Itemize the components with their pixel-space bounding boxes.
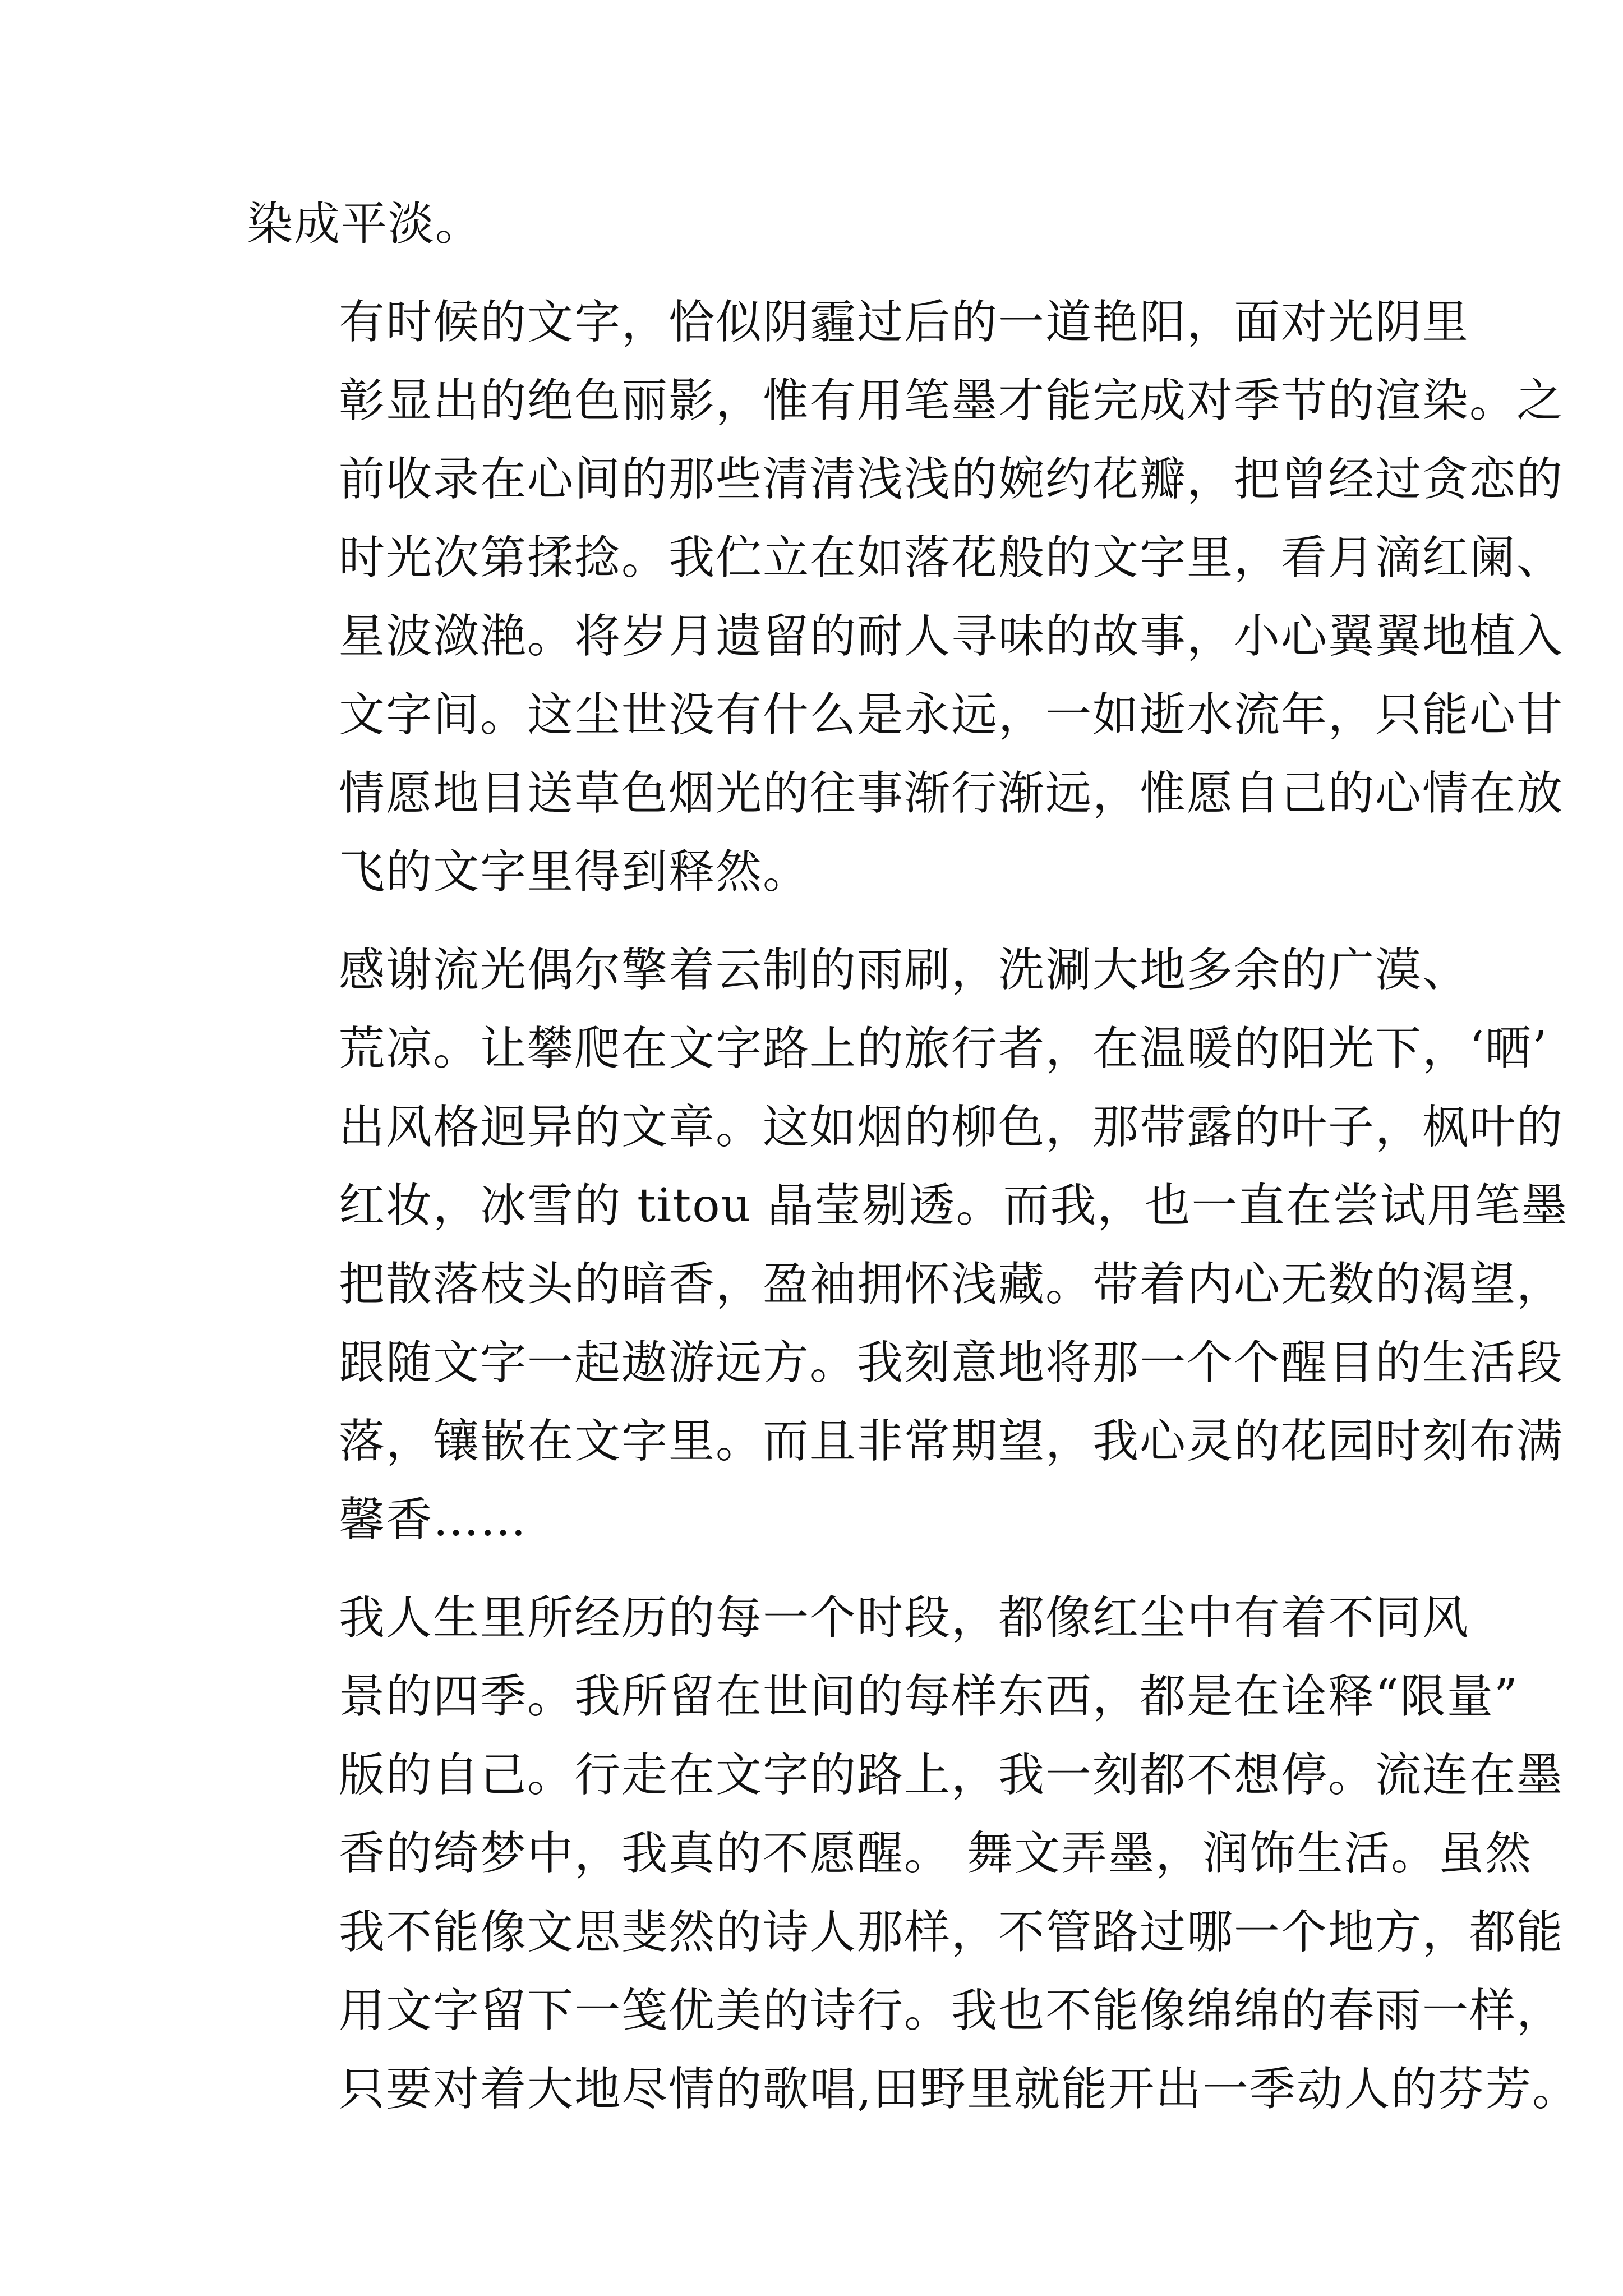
paragraph-1 — [247, 185, 1391, 264]
paragraph-3 — [247, 931, 1569, 1559]
text-line: 文字间。这尘世没有什么是永远，一如逝水流年，只能心甘 — [339, 688, 1564, 742]
text-line: 我人生里所经历的每一个时段，都像红尘中有着不同风 — [339, 1591, 1470, 1645]
text-line: 星波潋滟。将岁月遗留的耐人寻味的故事，小心翼翼地植入 — [339, 610, 1564, 663]
text-line: 时光次第揉捻。我伫立在如落花般的文字里，看月滴红阑、 — [339, 531, 1564, 585]
text-line: 只要对着大地尽情的歌唱,田野里就能开出一季动人的芬芳。 — [339, 2063, 1580, 2116]
text-line: 飞的文字里得到释然。 — [339, 845, 810, 899]
text-line: 染成平淡。 — [247, 197, 483, 251]
text-line: 跟随文字一起遨游远方。我刻意地将那一个个醒目的生活段 — [339, 1336, 1564, 1389]
paragraph-4 — [247, 1579, 1580, 2129]
text-line: 前收录在心间的那些清清浅浅的婉约花瓣，把曾经过贪恋的 — [339, 453, 1564, 506]
text-line: 用文字留下一笺优美的诗行。我也不能像绵绵的春雨一样， — [339, 1984, 1564, 2037]
paragraph-2 — [247, 283, 1564, 912]
text-line: 香的绮梦中，我真的不愿醒。 舞文弄墨，润饰生活。虽然 — [339, 1827, 1533, 1880]
text-line: 版的自己。行走在文字的路上，我一刻都不想停。流连在墨 — [339, 1749, 1564, 1802]
text-line: 红妆，冰雪的 titou 晶莹剔透。而我，也一直在尝试用笔墨 — [339, 1179, 1569, 1232]
text-line: 感谢流光偶尔擎着云制的雨刷，洗涮大地多余的广漠、 — [339, 944, 1470, 997]
text-line: 有时候的文字，恰似阴霾过后的一道艳阳，面对光阴里 — [339, 296, 1470, 349]
text-line: 荒凉。让攀爬在文字路上的旅行者，在温暖的阳光下，‘晒’ — [339, 1022, 1548, 1075]
text-line: 出风格迥异的文章。这如烟的柳色，那带露的叶子，枫叶的 — [339, 1101, 1564, 1154]
text-line: 情愿地目送草色烟光的往事渐行渐远，惟愿自己的心情在放 — [339, 767, 1564, 820]
text-line: 馨香…… — [339, 1493, 528, 1547]
text-line: 彰显出的绝色丽影，惟有用笔墨才能完成对季节的渲染。之 — [339, 374, 1564, 427]
text-line: 落，镶嵌在文字里。而且非常期望，我心灵的花园时刻布满 — [339, 1415, 1564, 1468]
text-line: 景的四季。我所留在世间的每样东西，都是在诠释“限量” — [339, 1670, 1519, 1723]
text-line: 我不能像文思斐然的诗人那样，不管路过哪一个地方，都能 — [339, 1906, 1564, 1959]
body-text — [247, 185, 1580, 2148]
text-line: 把散落枝头的暗香，盈袖拥怀浅藏。带着内心无数的渴望， — [339, 1258, 1564, 1311]
